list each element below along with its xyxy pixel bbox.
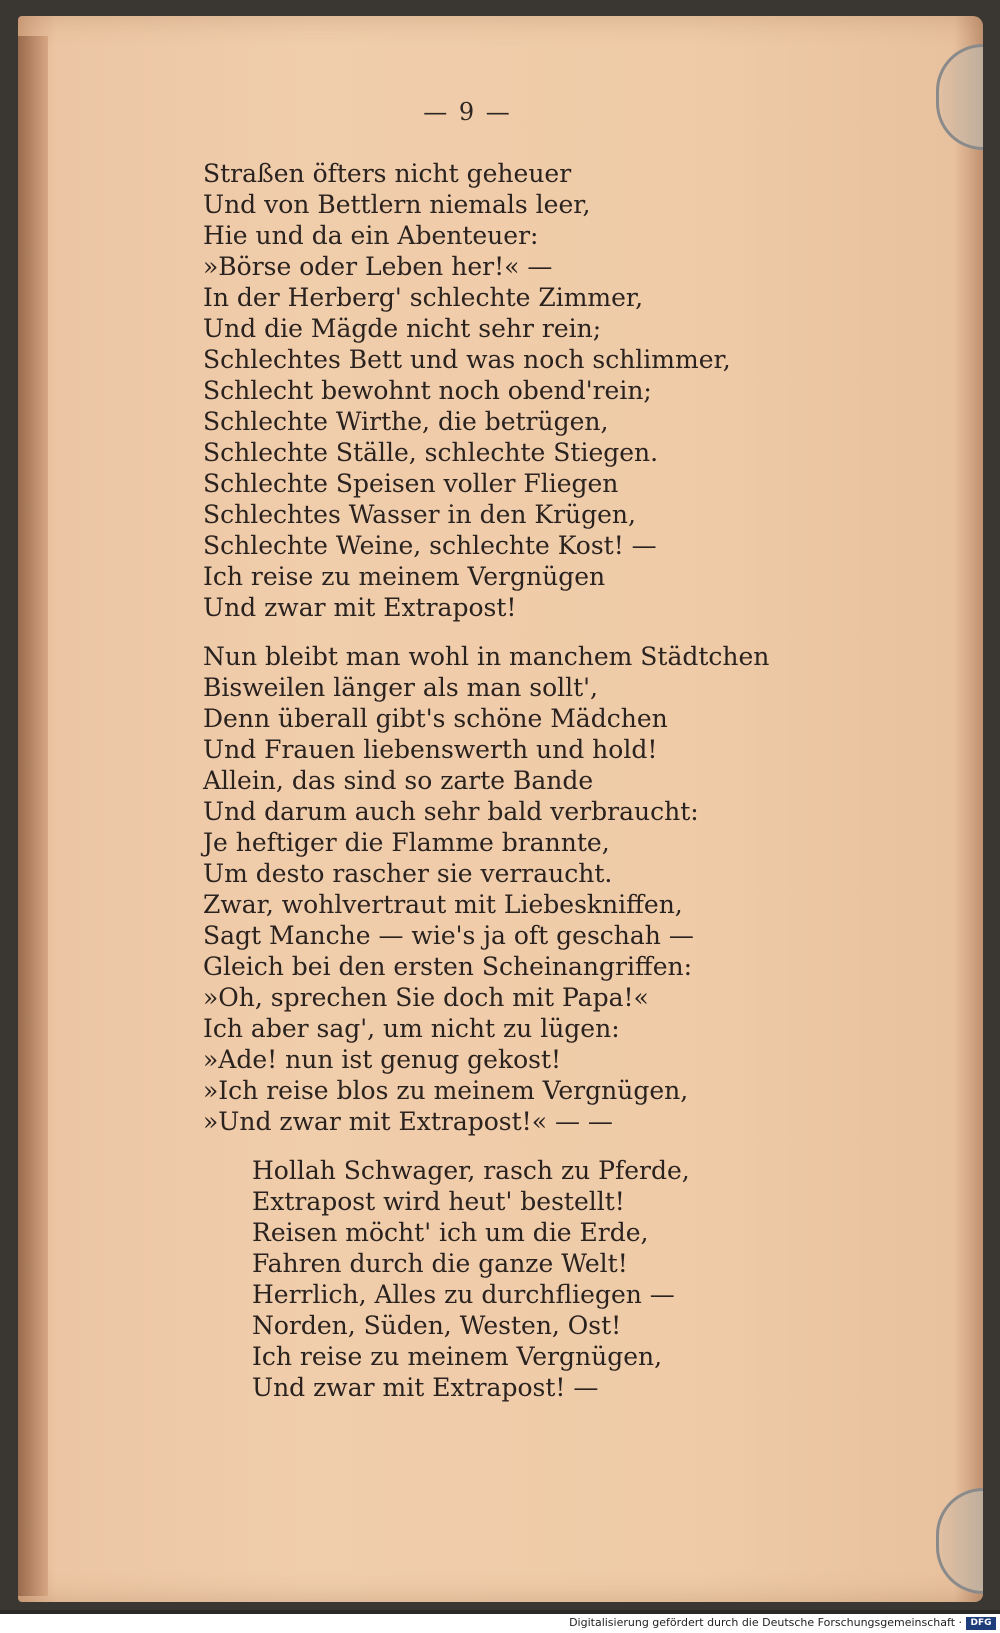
dfg-logo: DFG xyxy=(966,1617,996,1630)
poem-line: »Oh, sprechen Sie doch mit Papa!« xyxy=(203,983,649,1012)
poem-line: Schlechte Weine, schlechte Kost! — xyxy=(203,531,657,560)
poem-line: Bisweilen länger als man sollt', xyxy=(203,673,598,702)
poem-line: Schlechte Speisen voller Fliegen xyxy=(203,469,619,498)
poem-line: »Börse oder Leben her!« — xyxy=(203,252,553,281)
poem-line: In der Herberg' schlechte Zimmer, xyxy=(203,283,644,312)
poem-line: Nun bleibt man wohl in manchem Städtchen xyxy=(203,642,770,671)
poem-line: »Und zwar mit Extrapost!« — — xyxy=(203,1107,613,1136)
poem-line: »Ade! nun ist genug gekost! xyxy=(203,1045,562,1074)
poem-line: Hie und da ein Abenteuer: xyxy=(203,221,539,250)
poem-line: Je heftiger die Flamme brannte, xyxy=(203,828,610,857)
poem-line: Fahren durch die ganze Welt! xyxy=(252,1249,628,1278)
footer-credit: Digitalisierung gefördert durch die Deutsche Forschungsgemeinschaft · xyxy=(569,1616,962,1629)
poem-line: Schlechte Ställe, schlechte Stiegen. xyxy=(203,438,659,467)
poem-line: Schlecht bewohnt noch obend'rein; xyxy=(203,376,652,405)
poem-line: »Ich reise blos zu meinem Vergnügen, xyxy=(203,1076,689,1105)
poem-line: Denn überall gibt's schöne Mädchen xyxy=(203,704,668,733)
poem-line: Ich aber sag', um nicht zu lügen: xyxy=(203,1014,620,1043)
poem-line: Und darum auch sehr bald verbraucht: xyxy=(203,797,699,826)
poem-line: Und von Bettlern niemals leer, xyxy=(203,190,591,219)
poem-line: Zwar, wohlvertraut mit Liebeskniffen, xyxy=(203,890,683,919)
poem-line: Allein, das sind so zarte Bande xyxy=(203,766,594,795)
poem-line: Straßen öfters nicht geheuer xyxy=(203,159,572,188)
poem-line: Schlechte Wirthe, die betrügen, xyxy=(203,407,609,436)
poem-line: Und die Mägde nicht sehr rein; xyxy=(203,314,602,343)
poem-line: Und Frauen liebenswerth und hold! xyxy=(203,735,658,764)
poem-line: Norden, Süden, Westen, Ost! xyxy=(252,1311,622,1340)
poem-line: Gleich bei den ersten Scheinangriffen: xyxy=(203,952,693,981)
digitization-footer xyxy=(0,1614,1000,1633)
poem-line: Und zwar mit Extrapost! xyxy=(203,593,517,622)
book-spine xyxy=(18,36,48,1596)
page-number: — 9 — xyxy=(423,98,512,126)
page-clip-bottom xyxy=(936,1488,983,1594)
poem-line: Herrlich, Alles zu durchfliegen — xyxy=(252,1280,675,1309)
poem-line: Und zwar mit Extrapost! — xyxy=(252,1373,599,1402)
page-clip-top xyxy=(936,44,983,150)
poem-line: Um desto rascher sie verraucht. xyxy=(203,859,613,888)
poem-line: Schlechtes Wasser in den Krügen, xyxy=(203,500,636,529)
poem-text xyxy=(203,158,769,1403)
poem-line: Reisen möcht' ich um die Erde, xyxy=(252,1218,649,1247)
poem-line: Hollah Schwager, rasch zu Pferde, xyxy=(252,1156,690,1185)
poem-line: Ich reise zu meinem Vergnügen, xyxy=(252,1342,663,1371)
stanza xyxy=(203,641,769,1137)
poem-line: Sagt Manche — wie's ja oft geschah — xyxy=(203,921,694,950)
poem-line: Ich reise zu meinem Vergnügen xyxy=(203,562,606,591)
refrain-stanza xyxy=(203,1155,769,1403)
poem-line: Extrapost wird heut' bestellt! xyxy=(252,1187,625,1216)
stanza xyxy=(203,158,769,623)
poem-line: Schlechtes Bett und was noch schlimmer, xyxy=(203,345,731,374)
